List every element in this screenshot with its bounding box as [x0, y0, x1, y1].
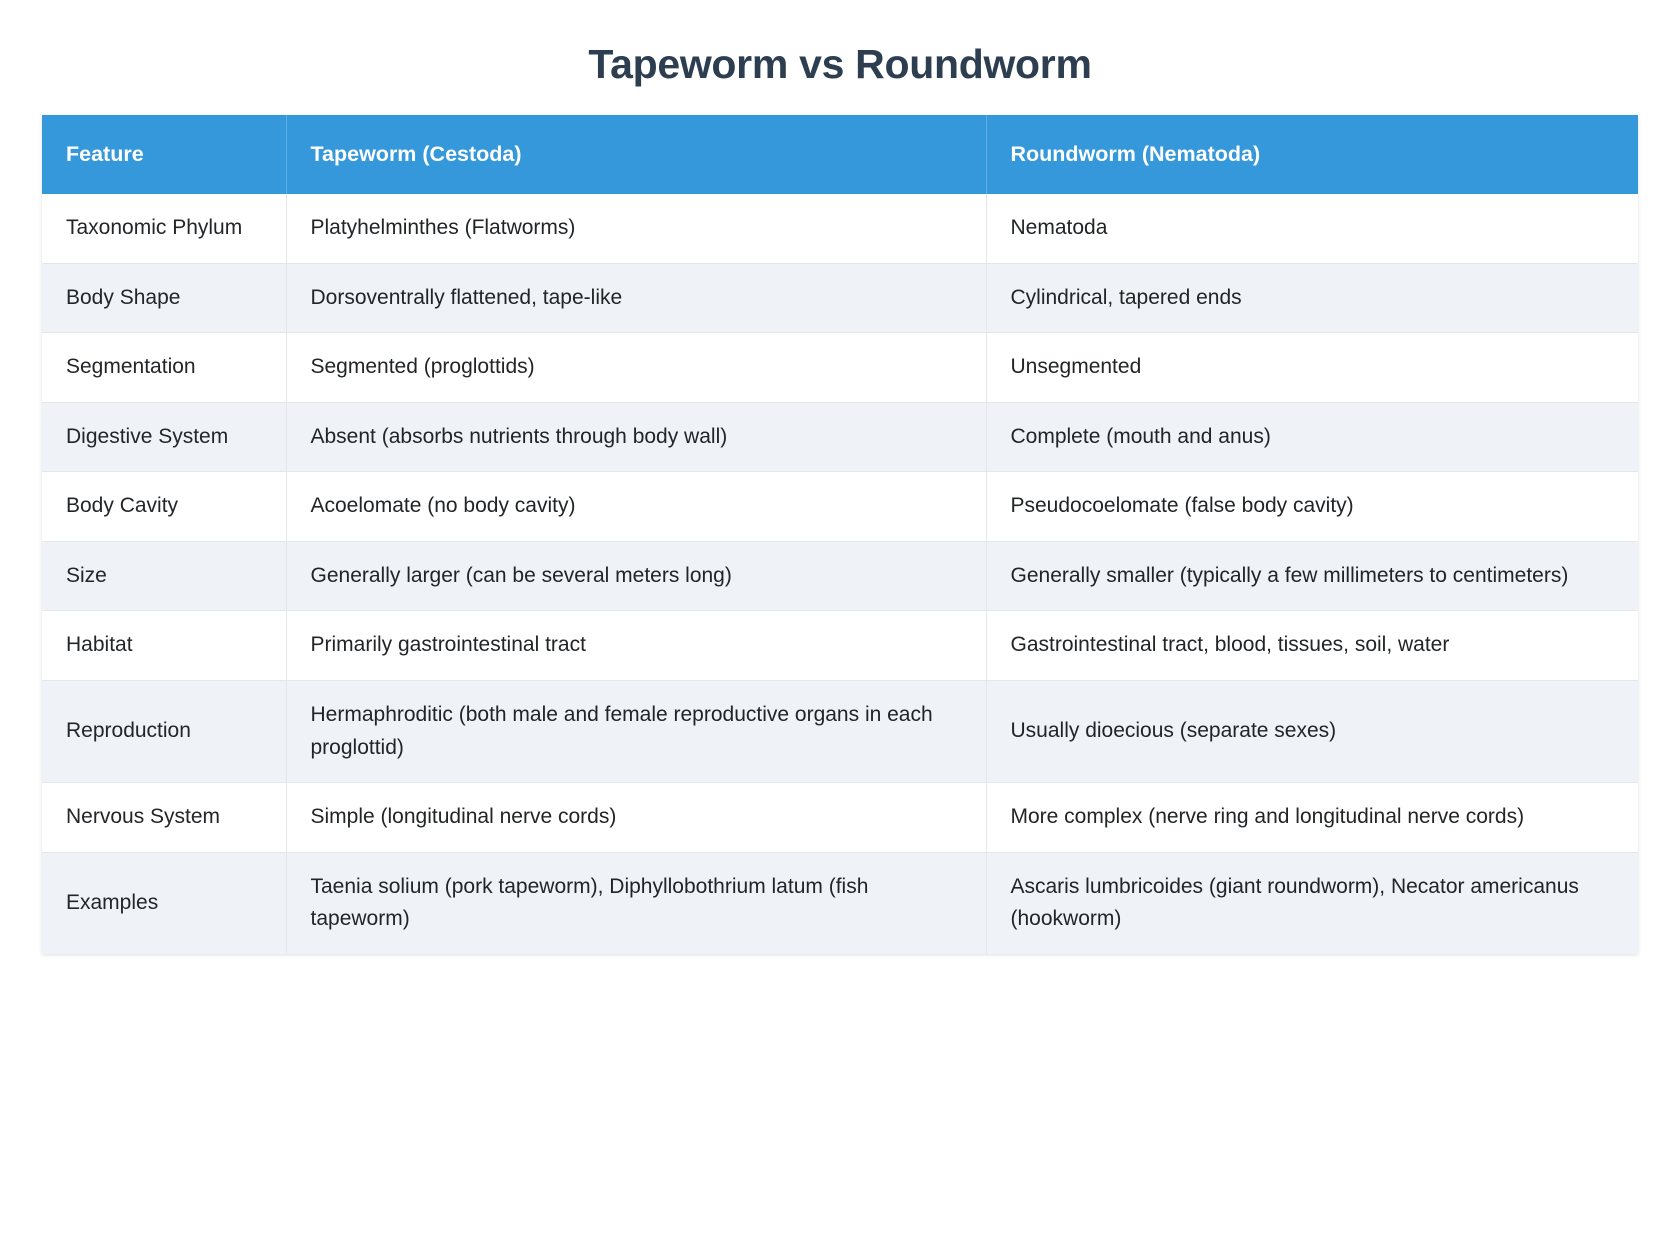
- table-row: [42, 194, 1638, 263]
- comparison-table: [42, 115, 1638, 954]
- row-tapeworm-value: Platyhelminthes (Flatworms): [286, 194, 986, 263]
- row-tapeworm-value: Hermaphroditic (both male and female reproductive organs in each proglottid): [286, 681, 986, 783]
- row-tapeworm-value: Segmented (proglottids): [286, 333, 986, 403]
- table-header-row: [42, 115, 1638, 194]
- row-roundworm-value: Nematoda: [986, 194, 1638, 263]
- column-header-tapeworm: Tapeworm (Cestoda): [286, 115, 986, 194]
- table-row: [42, 541, 1638, 611]
- row-roundworm-value: Pseudocoelomate (false body cavity): [986, 472, 1638, 542]
- table-row: [42, 611, 1638, 681]
- row-roundworm-value: Cylindrical, tapered ends: [986, 263, 1638, 333]
- row-roundworm-value: Unsegmented: [986, 333, 1638, 403]
- table-header: [42, 115, 1638, 194]
- comparison-table-container: [42, 115, 1638, 954]
- table-row: [42, 472, 1638, 542]
- row-tapeworm-value: Generally larger (can be several meters long): [286, 541, 986, 611]
- row-feature-label: Body Shape: [42, 263, 286, 333]
- row-roundworm-value: Usually dioecious (separate sexes): [986, 681, 1638, 783]
- table-row: [42, 333, 1638, 403]
- row-feature-label: Body Cavity: [42, 472, 286, 542]
- table-row: [42, 402, 1638, 472]
- table-row: [42, 681, 1638, 783]
- row-roundworm-value: Complete (mouth and anus): [986, 402, 1638, 472]
- table-body: [42, 194, 1638, 954]
- row-feature-label: Reproduction: [42, 681, 286, 783]
- row-roundworm-value: More complex (nerve ring and longitudinal nerve cords): [986, 783, 1638, 853]
- row-roundworm-value: Gastrointestinal tract, blood, tissues, soil, water: [986, 611, 1638, 681]
- page-title: Tapeworm vs Roundworm: [588, 41, 1092, 87]
- row-tapeworm-value: Dorsoventrally flattened, tape-like: [286, 263, 986, 333]
- row-tapeworm-value: Acoelomate (no body cavity): [286, 472, 986, 542]
- table-row: [42, 263, 1638, 333]
- row-tapeworm-value: Simple (longitudinal nerve cords): [286, 783, 986, 853]
- column-header-roundworm: Roundworm (Nematoda): [986, 115, 1638, 194]
- row-feature-label: Size: [42, 541, 286, 611]
- row-feature-label: Segmentation: [42, 333, 286, 403]
- row-feature-label: Nervous System: [42, 783, 286, 853]
- row-tapeworm-value: Taenia solium (pork tapeworm), Diphyllobothrium latum (fish tapeworm): [286, 852, 986, 954]
- row-tapeworm-value: Primarily gastrointestinal tract: [286, 611, 986, 681]
- row-feature-label: Examples: [42, 852, 286, 954]
- row-feature-label: Habitat: [42, 611, 286, 681]
- row-feature-label: Taxonomic Phylum: [42, 194, 286, 263]
- row-roundworm-value: Ascaris lumbricoides (giant roundworm), Necator americanus (hookworm): [986, 852, 1638, 954]
- table-row: [42, 783, 1638, 853]
- row-tapeworm-value: Absent (absorbs nutrients through body wall): [286, 402, 986, 472]
- column-header-feature: Feature: [42, 115, 286, 194]
- table-row: [42, 852, 1638, 954]
- row-feature-label: Digestive System: [42, 402, 286, 472]
- row-roundworm-value: Generally smaller (typically a few millimeters to centimeters): [986, 541, 1638, 611]
